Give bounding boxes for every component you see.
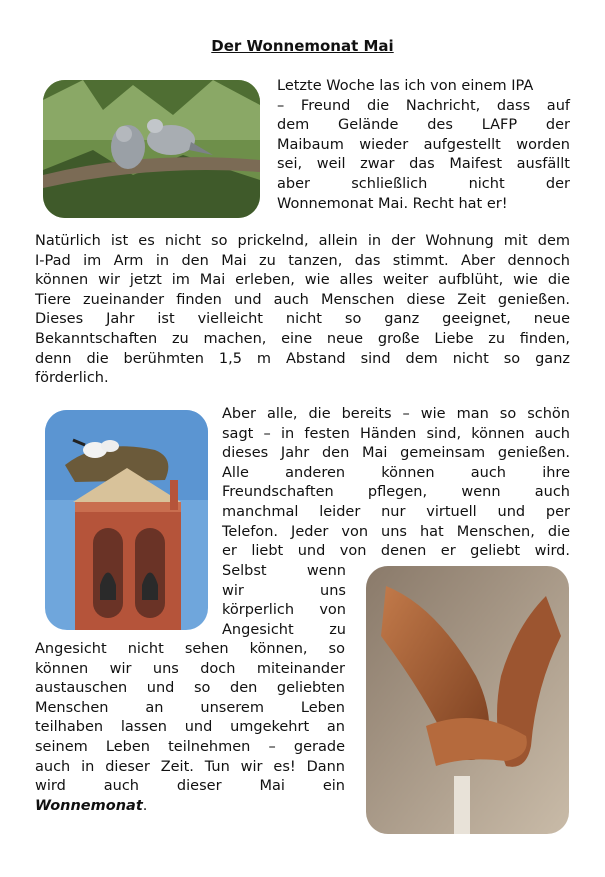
text-line: Freundschaften pflegen, wenn auch [222, 484, 570, 501]
text-line: Aber alle, die bereits – wie man so schön [222, 406, 570, 422]
paragraph-closing-narrow [222, 562, 346, 640]
text-line: wir uns [222, 582, 346, 599]
text-line: förderlich. [35, 370, 109, 387]
text-line: austauschen und so den geliebten [35, 680, 345, 697]
text-line: Tiere zueinander finden und auch Menschen diese Zeit genießen. [35, 291, 570, 308]
text-line: dieses Jahr den Mai gemeinsam genießen. [222, 445, 570, 462]
paragraph-closing-top [222, 405, 570, 562]
paragraph-intro [277, 77, 570, 214]
closing-emphasis: Wonnemonat [35, 797, 143, 814]
text-line: denn die berühmten 1,5 m Abstand sind dem nicht so ganz [35, 350, 570, 367]
text-line-closing [35, 797, 345, 817]
text-line: Selbst wenn [222, 563, 346, 579]
text-line: Natürlich ist es nicht so prickelnd, allein in der Wohnung mit dem [35, 233, 570, 249]
text-line: teilhaben lassen und umgekehrt an [35, 719, 345, 736]
text-line: seinem Leben teilnehmen – gerade [35, 738, 345, 755]
text-line: Bekanntschaften zu machen, eine neue große Liebe zu finden, [35, 330, 570, 347]
text-line: körperlich von [222, 602, 346, 619]
text-line: er liebt und von denen er geliebt wird. [222, 543, 570, 560]
closing-punctuation: . [142, 797, 148, 814]
text-line: Angesicht nicht sehen können, so [35, 641, 345, 657]
text-line: Letzte Woche las ich von einem IPA [277, 78, 534, 94]
text-line: sei, weil zwar das Maifest ausfällt [277, 156, 570, 173]
text-line: Angesicht zu [222, 621, 346, 638]
text-line: auch in dieser Zeit. Tun wir es! Dann [35, 758, 345, 775]
text-line: wird auch dieser Mai ein [35, 778, 345, 795]
paragraph-closing-bottom [35, 640, 345, 816]
text-line: Wonnemonat Mai. Recht hat er! [277, 195, 508, 212]
paragraph-body [35, 232, 570, 389]
text-line: – Freund die Nachricht, dass auf [277, 97, 570, 114]
text-line: I-Pad im Arm in den Mai zu tanzen, das stimmt. Aber dennoch [35, 252, 570, 269]
text-line: sagt – in festen Händen sind, können auch [222, 425, 570, 442]
text-line: Telefon. Jeder von uns hat Menschen, die [222, 523, 570, 540]
text-line: können wir jetzt im Mai erleben, wie alles weiter aufblüht, wie die [35, 272, 570, 289]
text-line: aber schließlich nicht der [277, 175, 570, 192]
stork-tower-photo [45, 410, 208, 630]
text-line: dem Gelände des LAFP der [277, 117, 570, 134]
text-line: können wir uns doch miteinander [35, 660, 345, 677]
pigeons-photo [43, 80, 260, 218]
text-line: Menschen an unserem Leben [35, 699, 345, 716]
text-line: Maibaum wieder aufgestellt worden [277, 136, 570, 153]
hands-sculpture-photo [366, 566, 569, 834]
page-title: Der Wonnemonat Mai [211, 37, 394, 55]
text-line: Dieses Jahr ist vielleicht nicht so ganz geeignet, neue [35, 311, 570, 328]
text-line: Alle anderen können auch ihre [222, 464, 570, 481]
text-line: manchmal leider nur virtuell und per [222, 503, 570, 520]
